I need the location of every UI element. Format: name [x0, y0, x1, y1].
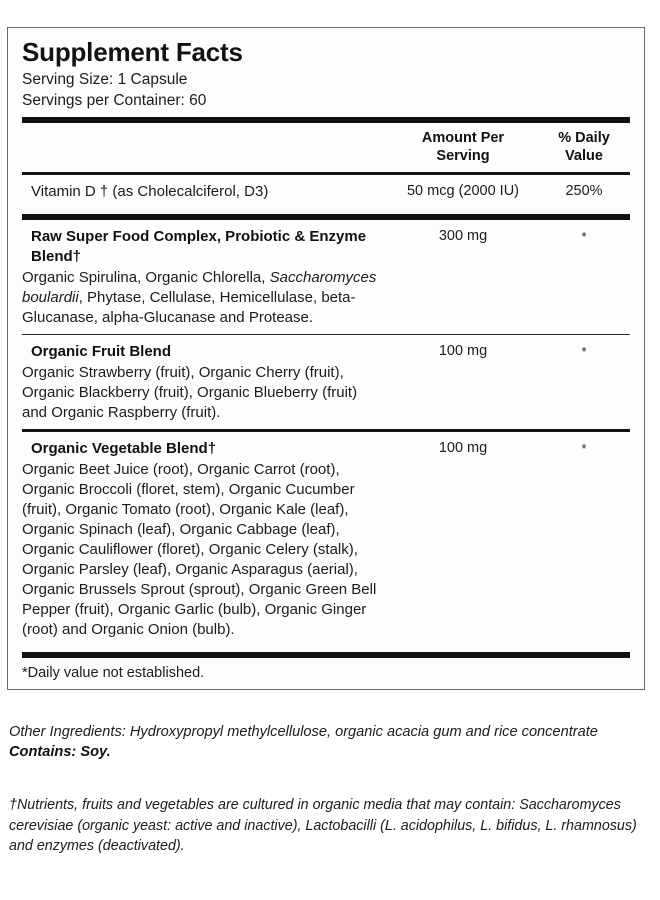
- blend-details: [22, 227, 388, 328]
- blend-details: [22, 439, 388, 639]
- blend-amount: 300 mg: [438, 228, 488, 245]
- blend-name: Organic Vegetable Blend†: [31, 440, 217, 458]
- blend-ingredients-prefix: Organic Spirulina, Organic Chlorella,: [22, 269, 270, 287]
- blend-ingredients: [22, 267, 380, 328]
- table-row: [22, 335, 630, 429]
- blend-name: Raw Super Food Complex, Probiotic & Enzyme Blend†: [31, 228, 367, 266]
- blend-ingredients: Organic Strawberry (fruit), Organic Cherry (fruit), Organic Blackberry (fruit), Organic Blueberry (fruit) and Organic Raspberry (fruit).: [22, 364, 358, 422]
- supplement-facts-panel: [7, 27, 645, 690]
- table-row: [22, 220, 630, 334]
- blend-amount: 100 mg: [438, 440, 488, 457]
- nutrient-amount: 50 mcg (2000 IU): [406, 182, 520, 199]
- nutrient-daily-value: 250%: [565, 182, 603, 199]
- blend-ingredients-italic: Saccharomyces boulardii: [22, 269, 377, 307]
- page-title: Supplement Facts: [22, 37, 243, 67]
- column-header-amount: Amount Per Serving: [421, 130, 505, 165]
- blend-ingredients-suffix: , Phytase, Cellulase, Hemicellulase, beta-Glucanase, alpha-Glucanase and Protease.: [22, 289, 356, 326]
- allergen-contains-text: Contains: Soy.: [9, 744, 111, 761]
- dagger-footnote-text: †Nutrients, fruits and vegetables are cultured in organic media that may contain: Saccharomyces cerevisiae (organic yeast: active and inactive), Lactobacilli (L. acidophilus, L. bifidus, L. rhamnosus) and enzymes (deactivated).: [9, 797, 637, 855]
- column-header-row: [22, 123, 630, 171]
- blend-name: Organic Fruit Blend: [31, 343, 172, 361]
- column-header-daily-value: % Daily Value: [558, 130, 610, 165]
- blend-ingredients: Organic Beet Juice (root), Organic Carrot (root), Organic Broccoli (floret, stem), Organic Cucumber (fruit), Organic Tomato (root), Organic Kale (leaf), Organic Spinach (leaf), Organic Cabbage (leaf), Organic Cauliflower (floret), Organic Celery (stalk), Organic Parsley (leaf), Organic Asparagus (aerial), Organic Brussels Sprout (sprout), Organic Green Bell Pepper (fruit), Organic Garlic (bulb), Organic Ginger (root) and Organic Onion (bulb).: [22, 461, 377, 638]
- other-ingredients-text: Other Ingredients: Hydroxypropyl methylcellulose, organic acacia gum and rice concentrate: [9, 724, 598, 740]
- nutrient-name: Vitamin D † (as Cholecalciferol, D3): [31, 182, 269, 200]
- table-row: [22, 175, 630, 209]
- blend-daily-value: *: [581, 229, 587, 245]
- blend-daily-value: *: [581, 441, 587, 457]
- daily-value-footnote: *Daily value not established.: [22, 664, 205, 681]
- other-ingredients-block: [9, 722, 649, 762]
- servings-per-container: Servings per Container: 60: [22, 91, 207, 109]
- table-row: [22, 432, 630, 645]
- blend-amount: 100 mg: [438, 343, 488, 360]
- serving-size: Serving Size: 1 Capsule: [22, 71, 188, 89]
- blend-details: [22, 342, 388, 423]
- blend-daily-value: *: [581, 344, 587, 360]
